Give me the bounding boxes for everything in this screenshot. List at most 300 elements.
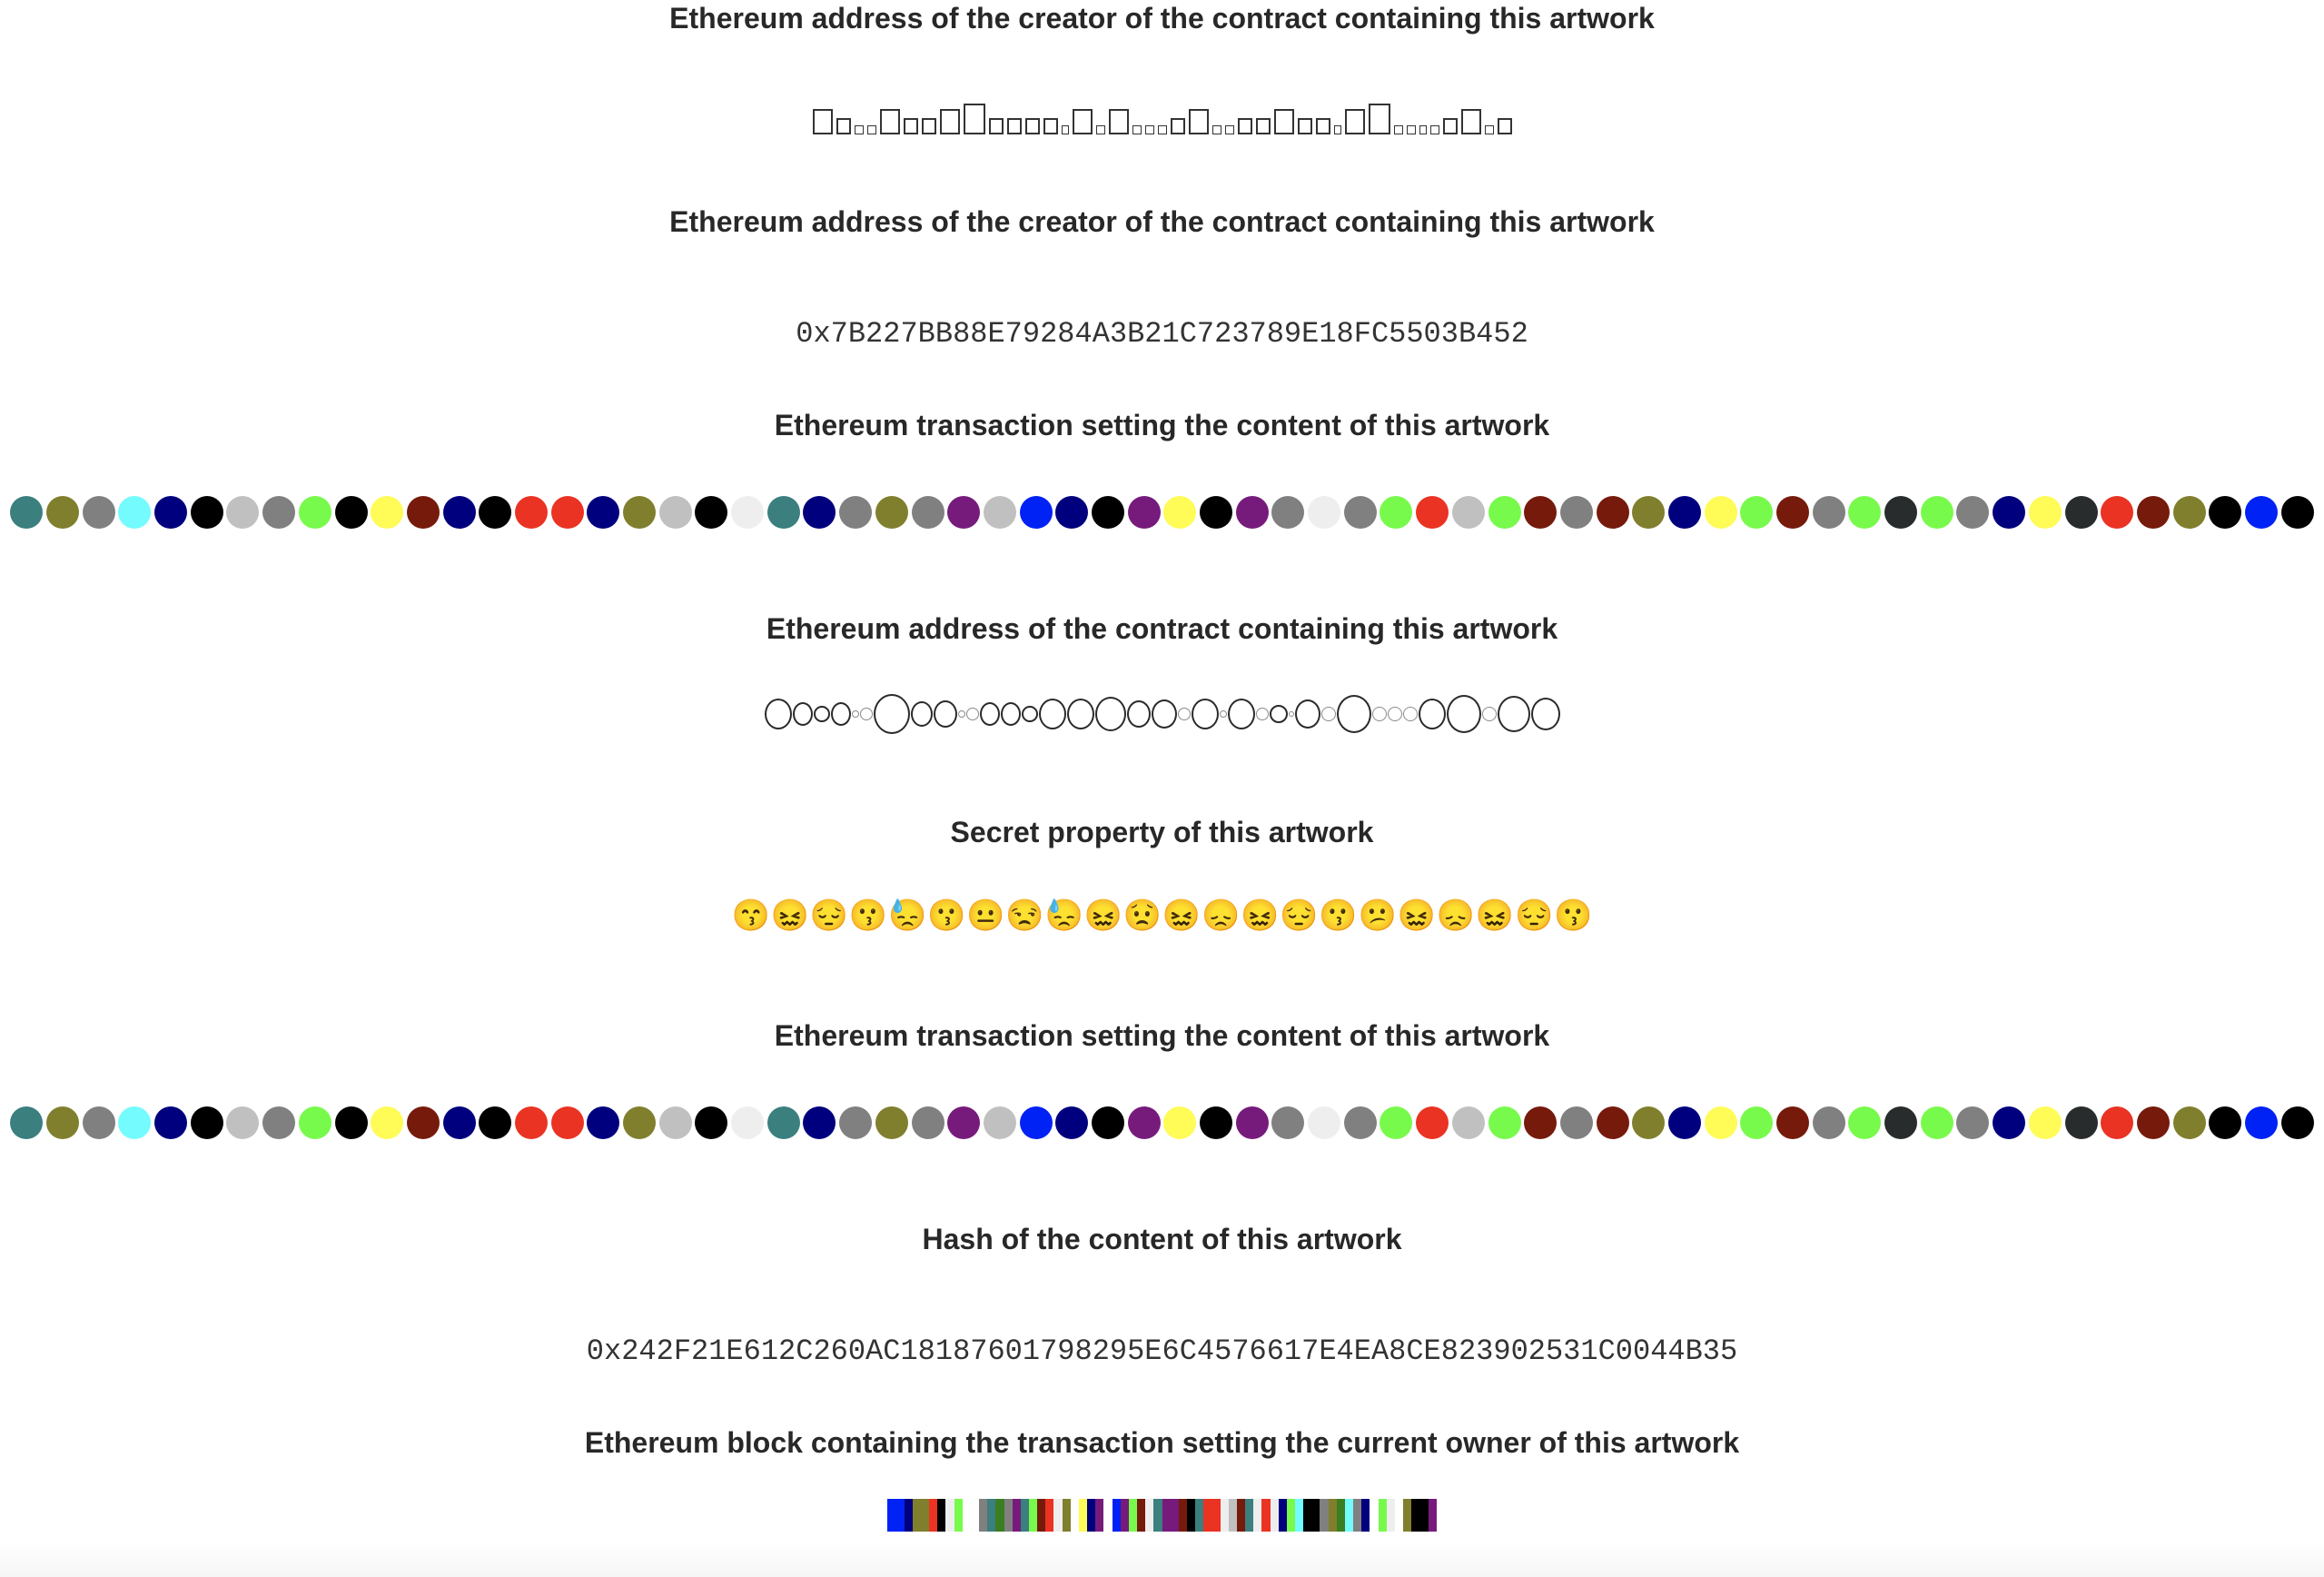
outline-circle <box>793 702 813 726</box>
color-dot <box>46 496 79 529</box>
color-dot <box>1524 496 1557 529</box>
missing-glyph-box <box>1498 118 1512 134</box>
outline-circle <box>1178 708 1191 720</box>
color-dot <box>1020 1106 1053 1139</box>
color-dot <box>587 496 619 529</box>
outline-circle <box>1152 699 1177 729</box>
face-emoji: 😖 <box>1397 898 1436 933</box>
color-dot <box>1488 496 1521 529</box>
face-emoji: 😒 <box>1005 898 1044 933</box>
strip-segment <box>1145 1499 1153 1532</box>
color-dot <box>1128 1106 1161 1139</box>
face-emoji: 😓 <box>1044 898 1083 933</box>
missing-glyph-box <box>904 118 918 134</box>
section-owner-block <box>0 1424 2324 1532</box>
color-dot <box>1921 496 1953 529</box>
section-title: Ethereum transaction setting the content of this artwork <box>774 409 1550 441</box>
secret-emoji-row <box>0 898 2324 934</box>
missing-glyph-box <box>1212 125 1221 134</box>
outline-circle <box>814 706 830 722</box>
strip-segment <box>1029 1499 1037 1532</box>
section-creator-address-glyphs <box>0 0 2324 134</box>
color-dot <box>947 1106 980 1139</box>
color-dot <box>83 496 115 529</box>
strip-segment <box>1037 1499 1045 1532</box>
missing-glyph-box <box>867 125 876 134</box>
color-dot <box>1271 1106 1304 1139</box>
strip-segment <box>921 1499 929 1532</box>
strip-segment <box>1237 1499 1245 1532</box>
section-content-transaction-2 <box>0 1017 2324 1139</box>
face-emoji: 😟 <box>1122 898 1162 933</box>
page-bottom-fade <box>0 1541 2324 1577</box>
color-dot <box>226 496 259 529</box>
color-dot <box>407 496 440 529</box>
strip-segment <box>1429 1499 1437 1532</box>
missing-glyph-box <box>1334 125 1341 134</box>
color-dot <box>2209 496 2241 529</box>
color-dot <box>1055 1106 1088 1139</box>
face-emoji: 😗 <box>1319 898 1358 933</box>
missing-glyph-box <box>1109 109 1129 134</box>
strip-segment <box>1370 1499 1378 1532</box>
outline-circle <box>1337 695 1371 733</box>
color-dot <box>335 496 368 529</box>
color-dot <box>371 1106 403 1139</box>
strip-segment <box>1121 1499 1129 1532</box>
color-dot <box>659 1106 692 1139</box>
strip-segment <box>963 1499 971 1532</box>
missing-glyph-box <box>1461 109 1481 134</box>
color-dot <box>2137 1106 2170 1139</box>
strip-segment <box>1079 1499 1087 1532</box>
color-dot <box>1380 496 1412 529</box>
color-dot <box>2065 496 2098 529</box>
transaction-color-dots <box>0 496 2324 529</box>
color-dot <box>1813 1106 1845 1139</box>
missing-glyph-box <box>1430 125 1439 134</box>
missing-glyph-box <box>880 109 900 134</box>
strip-segment <box>1211 1499 1220 1532</box>
color-dot <box>2281 1106 2314 1139</box>
face-emoji: 😞 <box>1436 898 1476 933</box>
color-dot <box>10 1106 43 1139</box>
color-dot <box>515 496 548 529</box>
missing-glyph-box <box>1394 125 1403 134</box>
missing-glyph-box <box>1171 118 1185 134</box>
outline-circle <box>1228 699 1255 729</box>
color-dot <box>1200 496 1232 529</box>
strip-segment <box>1162 1499 1171 1532</box>
color-dot <box>1416 496 1449 529</box>
color-dot <box>1163 496 1196 529</box>
color-dot <box>479 496 511 529</box>
color-dot <box>1740 1106 1773 1139</box>
missing-glyph-box <box>836 118 851 134</box>
color-dot <box>1740 496 1773 529</box>
face-emoji: 😗 <box>848 898 888 933</box>
color-dot <box>1308 496 1340 529</box>
color-dot <box>154 1106 187 1139</box>
face-emoji: 😗 <box>927 898 966 933</box>
section-title: Ethereum address of the contract containing this artwork <box>766 612 1558 645</box>
block-color-strip-wrap <box>0 1499 2324 1532</box>
color-dot <box>875 496 908 529</box>
strip-segment <box>1203 1499 1211 1532</box>
color-dot <box>984 496 1016 529</box>
color-dot <box>2137 496 2170 529</box>
missing-glyph-box <box>1025 118 1040 134</box>
color-dot <box>803 496 836 529</box>
face-emoji: 😗 <box>1554 898 1593 933</box>
color-dot <box>1524 1106 1557 1139</box>
strip-segment <box>1195 1499 1203 1532</box>
missing-glyph-box <box>940 109 960 134</box>
strip-segment <box>1171 1499 1179 1532</box>
strip-segment <box>1229 1499 1237 1532</box>
strip-segment <box>1187 1499 1195 1532</box>
color-dot <box>1560 496 1593 529</box>
strip-segment <box>1013 1499 1021 1532</box>
section-contract-address <box>0 610 2324 732</box>
missing-glyph-box <box>1238 118 1252 134</box>
outline-circle <box>1295 699 1320 729</box>
color-dot <box>1488 1106 1521 1139</box>
color-dot <box>1632 1106 1665 1139</box>
missing-glyph-box <box>1007 118 1022 134</box>
strip-segment <box>1179 1499 1187 1532</box>
outline-circle <box>1531 698 1560 730</box>
color-dot <box>1884 1106 1917 1139</box>
missing-glyph-box <box>1369 104 1390 134</box>
strip-segment <box>1071 1499 1079 1532</box>
color-dot <box>2245 1106 2278 1139</box>
color-dot <box>335 1106 368 1139</box>
face-emoji: 😔 <box>809 898 849 933</box>
strip-segment <box>1411 1499 1419 1532</box>
outline-circle <box>1482 707 1497 721</box>
color-dot <box>443 1106 476 1139</box>
outline-circle <box>1022 706 1038 722</box>
color-dot <box>912 1106 944 1139</box>
color-dot <box>803 1106 836 1139</box>
face-emoji: 😖 <box>1083 898 1122 933</box>
color-dot <box>1560 1106 1593 1139</box>
contract-address-circles <box>0 696 2324 732</box>
strip-segment <box>1087 1499 1095 1532</box>
color-dot <box>1163 1106 1196 1139</box>
missing-glyph-box <box>1443 118 1458 134</box>
color-dot <box>1597 1106 1629 1139</box>
transaction-color-dots <box>0 1106 2324 1139</box>
face-emoji: 😖 <box>1241 898 1280 933</box>
color-dot <box>839 1106 872 1139</box>
color-dot <box>1128 496 1161 529</box>
color-dot <box>1813 496 1845 529</box>
color-dot <box>1848 1106 1881 1139</box>
missing-glyph-box <box>1274 109 1294 134</box>
missing-glyph-box <box>1345 109 1365 134</box>
color-dot <box>2029 1106 2062 1139</box>
outline-circle <box>1039 699 1066 729</box>
missing-glyph-box <box>1407 125 1416 134</box>
outline-circle <box>1388 707 1402 721</box>
color-dot <box>10 496 43 529</box>
strip-segment <box>1279 1499 1287 1532</box>
color-dot <box>984 1106 1016 1139</box>
outline-circle <box>1220 710 1227 718</box>
color-dot <box>695 496 727 529</box>
missing-glyph-box <box>1316 118 1330 134</box>
section-title: Ethereum transaction setting the content of this artwork <box>774 1019 1550 1052</box>
section-title: Ethereum address of the creator of the contract containing this artwork <box>669 205 1655 238</box>
color-dot <box>1993 496 2025 529</box>
missing-glyph-box <box>1096 125 1105 134</box>
outline-circle <box>1095 697 1126 731</box>
color-dot <box>1416 1106 1449 1139</box>
missing-glyph-box <box>1132 125 1142 134</box>
outline-circle <box>1419 699 1446 729</box>
section-content-hash <box>0 1221 2324 1370</box>
outline-circle <box>1403 707 1418 721</box>
color-dot <box>659 496 692 529</box>
face-emoji: 😔 <box>1280 898 1319 933</box>
strip-segment <box>1221 1499 1229 1532</box>
outline-circle <box>1447 695 1481 733</box>
strip-segment <box>887 1499 895 1532</box>
color-dot <box>1308 1106 1340 1139</box>
color-dot <box>191 496 223 529</box>
color-dot <box>767 1106 800 1139</box>
color-dot <box>1993 1106 2025 1139</box>
color-dot <box>2065 1106 2098 1139</box>
strip-segment <box>1045 1499 1053 1532</box>
color-dot <box>1271 496 1304 529</box>
strip-segment <box>1103 1499 1112 1532</box>
section-title: Ethereum address of the creator of the contract containing this artwork <box>669 2 1655 35</box>
face-emoji: 😙 <box>731 898 770 933</box>
face-emoji: 😐 <box>966 898 1005 933</box>
missing-glyph-box <box>1485 125 1494 134</box>
section-title: Ethereum block containing the transaction setting the current owner of this artwork <box>584 1426 1740 1459</box>
color-dot <box>1884 496 1917 529</box>
strip-segment <box>1053 1499 1062 1532</box>
color-dot <box>1020 496 1053 529</box>
strip-segment <box>1337 1499 1345 1532</box>
glyph-box-row <box>0 98 2324 134</box>
outline-circle <box>831 702 851 726</box>
color-dot <box>1776 496 1809 529</box>
missing-glyph-box <box>1062 125 1069 134</box>
color-dot <box>1236 496 1269 529</box>
color-dot <box>551 496 584 529</box>
strip-segment <box>1345 1499 1353 1532</box>
color-dot <box>443 496 476 529</box>
color-dot <box>1055 496 1088 529</box>
missing-glyph-box <box>1256 118 1271 134</box>
outline-circle <box>1256 708 1269 720</box>
color-dot <box>191 1106 223 1139</box>
strip-segment <box>1329 1499 1337 1532</box>
color-dot <box>1200 1106 1232 1139</box>
strip-segment <box>937 1499 945 1532</box>
missing-glyph-box <box>1189 109 1209 134</box>
color-dot <box>839 496 872 529</box>
color-dot <box>695 1106 727 1139</box>
face-emoji: 😖 <box>1162 898 1202 933</box>
color-dot <box>767 496 800 529</box>
strip-segment <box>896 1499 905 1532</box>
missing-glyph-box <box>1145 125 1154 134</box>
color-dot <box>1452 496 1485 529</box>
content-hash-value: 0x242F21E612C260AC18187601798295E6C4576617E4EA8CE823902531C0044B35 <box>586 1334 1738 1368</box>
color-dot <box>1452 1106 1485 1139</box>
missing-glyph-box <box>989 118 1004 134</box>
strip-segment <box>987 1499 995 1532</box>
outline-circle <box>934 700 957 728</box>
outline-circle <box>1192 699 1219 729</box>
color-dot <box>1956 496 1989 529</box>
strip-segment <box>945 1499 954 1532</box>
strip-segment <box>1245 1499 1253 1532</box>
strip-segment <box>905 1499 913 1532</box>
face-emoji: 😕 <box>1358 898 1397 933</box>
missing-glyph-box <box>1298 118 1312 134</box>
color-dot <box>1956 1106 1989 1139</box>
color-dot <box>1668 1106 1701 1139</box>
color-dot <box>407 1106 440 1139</box>
strip-segment <box>1113 1499 1121 1532</box>
color-dot <box>515 1106 548 1139</box>
strip-segment <box>1361 1499 1370 1532</box>
section-secret-property <box>0 814 2324 934</box>
strip-segment <box>971 1499 979 1532</box>
color-dot <box>731 496 764 529</box>
outline-circle <box>1289 711 1294 717</box>
outline-circle <box>1001 702 1021 726</box>
color-dot <box>118 496 151 529</box>
creator-address-value: 0x7B227BB88E79284A3B21C723789E18FC5503B452 <box>796 317 1528 351</box>
outline-circle <box>1127 700 1151 728</box>
color-dot <box>1380 1106 1412 1139</box>
missing-glyph-box <box>1419 125 1427 134</box>
color-dot <box>83 1106 115 1139</box>
outline-circle <box>1372 707 1387 721</box>
section-content-transaction-1 <box>0 407 2324 529</box>
strip-segment <box>954 1499 963 1532</box>
missing-glyph-box <box>855 125 864 134</box>
color-dot <box>1092 496 1124 529</box>
face-emoji: 😔 <box>1515 898 1554 933</box>
section-creator-address <box>0 203 2324 352</box>
color-dot <box>623 496 656 529</box>
missing-glyph-box <box>1158 125 1167 134</box>
color-dot <box>262 1106 295 1139</box>
strip-segment <box>1403 1499 1411 1532</box>
color-dot <box>2245 496 2278 529</box>
outline-circle <box>958 710 965 718</box>
color-dot <box>262 496 295 529</box>
outline-circle <box>966 708 979 720</box>
face-emoji: 😓 <box>888 898 927 933</box>
color-dot <box>551 1106 584 1139</box>
color-dot <box>2173 1106 2206 1139</box>
color-dot <box>1705 1106 1737 1139</box>
outline-circle <box>911 701 933 727</box>
color-dot <box>299 496 331 529</box>
strip-segment <box>1419 1499 1428 1532</box>
outline-circle <box>874 694 910 734</box>
color-dot <box>1848 496 1881 529</box>
strip-segment <box>1387 1499 1395 1532</box>
color-dot <box>1632 496 1665 529</box>
face-emoji: 😖 <box>1475 898 1515 933</box>
outline-circle <box>980 702 1000 726</box>
color-dot <box>479 1106 511 1139</box>
strip-segment <box>1395 1499 1403 1532</box>
section-title: Secret property of this artwork <box>950 816 1374 848</box>
strip-segment <box>1095 1499 1103 1532</box>
color-dot <box>587 1106 619 1139</box>
strip-segment <box>1261 1499 1270 1532</box>
block-color-strip <box>887 1499 1436 1532</box>
outline-circle <box>765 699 792 729</box>
color-dot <box>226 1106 259 1139</box>
strip-segment <box>1353 1499 1361 1532</box>
missing-glyph-box <box>1225 125 1234 134</box>
outline-circle <box>1270 705 1288 723</box>
strip-segment <box>1004 1499 1013 1532</box>
color-dot <box>912 496 944 529</box>
color-dot <box>731 1106 764 1139</box>
outline-circle <box>1321 707 1336 721</box>
strip-segment <box>1153 1499 1162 1532</box>
strip-segment <box>1303 1499 1311 1532</box>
strip-segment <box>1295 1499 1303 1532</box>
strip-segment <box>1137 1499 1145 1532</box>
strip-segment <box>929 1499 937 1532</box>
color-dot <box>1597 496 1629 529</box>
strip-segment <box>1287 1499 1295 1532</box>
strip-segment <box>1320 1499 1328 1532</box>
outline-circle <box>1498 696 1530 732</box>
color-dot <box>371 496 403 529</box>
strip-segment <box>1311 1499 1320 1532</box>
face-emoji: 😖 <box>770 898 809 933</box>
strip-segment <box>1063 1499 1071 1532</box>
strip-segment <box>1253 1499 1261 1532</box>
color-dot <box>623 1106 656 1139</box>
color-dot <box>299 1106 331 1139</box>
strip-segment <box>913 1499 921 1532</box>
color-dot <box>1921 1106 1953 1139</box>
color-dot <box>1705 496 1737 529</box>
strip-segment <box>995 1499 1004 1532</box>
missing-glyph-box <box>964 104 985 134</box>
missing-glyph-box <box>1043 118 1058 134</box>
missing-glyph-box <box>922 118 936 134</box>
color-dot <box>875 1106 908 1139</box>
missing-glyph-box <box>1073 109 1093 134</box>
strip-segment <box>1021 1499 1029 1532</box>
color-dot <box>1092 1106 1124 1139</box>
color-dot <box>947 496 980 529</box>
outline-circle <box>860 708 873 720</box>
strip-segment <box>1379 1499 1387 1532</box>
color-dot <box>2029 496 2062 529</box>
color-dot <box>2101 496 2133 529</box>
color-dot <box>2173 496 2206 529</box>
